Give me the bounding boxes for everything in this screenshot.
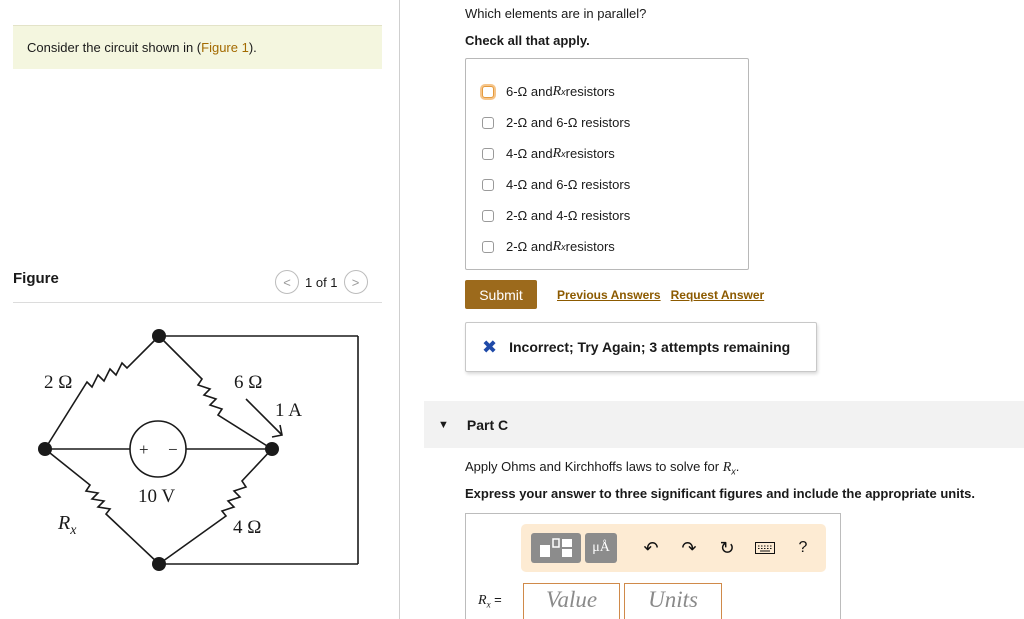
undo-icon[interactable]: ↶ <box>643 537 659 558</box>
figure-heading: Figure <box>13 270 59 287</box>
figure-link[interactable]: Figure 1 <box>201 40 249 55</box>
context-text-prefix: Consider the circuit shown in ( <box>27 40 202 55</box>
context-box <box>13 25 382 69</box>
answer-actions <box>465 280 764 309</box>
submit-button[interactable]: Submit <box>465 280 537 309</box>
figure-panel <box>0 0 400 619</box>
request-answer-link[interactable]: Request Answer <box>670 287 765 302</box>
options-list <box>465 58 749 270</box>
part-c-title: Part C <box>466 416 509 433</box>
collapse-caret-icon[interactable]: ▼ <box>438 418 449 431</box>
divider <box>13 302 382 303</box>
math-toolbar <box>521 524 826 572</box>
answer-label: $R_x$ = <box>478 592 502 610</box>
part-c-header[interactable] <box>424 401 1024 448</box>
option-2ohm-4ohm[interactable]: 2-Ω and 4-Ω resistors <box>482 200 748 231</box>
checkbox[interactable] <box>482 241 494 253</box>
redo-icon[interactable]: ↷ <box>681 537 697 558</box>
node-bottom <box>152 557 166 571</box>
source-plus: + <box>139 440 149 459</box>
keyboard-glyph <box>755 542 775 554</box>
figure-page-count: 1 of 1 <box>305 274 338 290</box>
question-instruction: Check all that apply. <box>465 33 590 48</box>
feedback-text: Incorrect; Try Again; 3 attempts remaining <box>509 339 791 355</box>
option-4ohm-6ohm[interactable]: 4-Ω and 6-Ω resistors <box>482 169 748 200</box>
checkbox[interactable] <box>482 117 494 129</box>
question-title: Which elements are in parallel? <box>465 6 647 21</box>
units-button[interactable]: μÅ <box>585 533 617 563</box>
reset-icon[interactable]: ↻ <box>719 537 735 558</box>
feedback-box <box>465 322 817 372</box>
checkbox[interactable] <box>482 179 494 191</box>
node-left <box>38 442 52 456</box>
option-6ohm-rx[interactable]: 6-Ω and R x resistors <box>482 76 748 107</box>
node-top <box>152 329 166 343</box>
context-text-suffix: ). <box>248 40 257 55</box>
label-current: 1 A <box>275 400 302 421</box>
next-figure-button[interactable]: > <box>344 270 368 294</box>
help-icon[interactable]: ? <box>798 539 808 556</box>
resistor-4ohm <box>159 449 272 564</box>
checkbox[interactable] <box>482 210 494 222</box>
templates-icon[interactable] <box>531 533 581 563</box>
figure-pager <box>275 270 368 294</box>
checkbox[interactable] <box>482 86 494 98</box>
node-right <box>265 442 279 456</box>
value-input[interactable]: Value <box>523 583 620 619</box>
keyboard-icon[interactable] <box>749 538 781 559</box>
option-2ohm-6ohm[interactable]: 2-Ω and 6-Ω resistors <box>482 107 748 138</box>
previous-answers-link[interactable]: Previous Answers <box>557 287 661 302</box>
option-4ohm-rx[interactable]: 4-Ω and R x resistors <box>482 138 748 169</box>
incorrect-icon: ✖ <box>482 336 498 357</box>
part-c-instruction: Express your answer to three significant figures and include the appropriate units. <box>465 486 975 501</box>
source-minus: − <box>168 440 178 459</box>
label-4ohm: 4 Ω <box>233 517 262 538</box>
prev-figure-button[interactable]: < <box>275 270 299 294</box>
label-6ohm: 6 Ω <box>234 372 263 393</box>
label-voltage: 10 V <box>138 486 176 507</box>
option-2ohm-rx[interactable]: 2-Ω and R x resistors <box>482 231 748 262</box>
label-2ohm: 2 Ω <box>44 372 73 393</box>
answer-box <box>465 513 841 619</box>
part-c-prompt: Apply Ohms and Kirchhoffs laws to solve for $R_x$. <box>465 459 740 477</box>
label-rx: $R_x$ <box>58 512 77 538</box>
templates-glyph <box>538 537 574 559</box>
circuit-diagram <box>20 315 370 585</box>
units-input[interactable]: Units <box>624 583 722 619</box>
checkbox[interactable] <box>482 148 494 160</box>
